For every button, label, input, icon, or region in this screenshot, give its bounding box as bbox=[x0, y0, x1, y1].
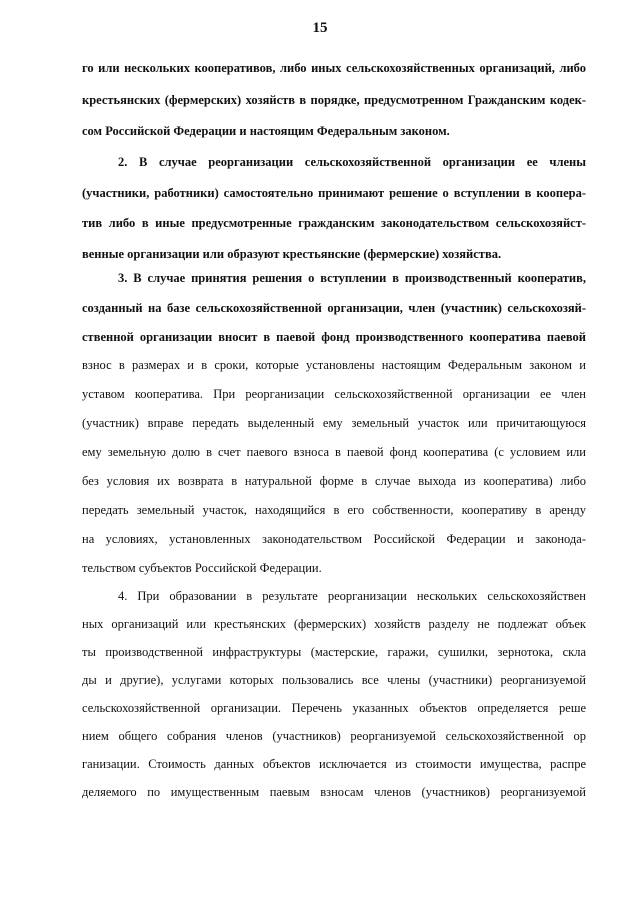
text-line: ственной организации вносит в паевой фонд производственного кооператива паевой bbox=[82, 330, 586, 344]
text-line: венные организации или образуют крестьянские (фермерские) хозяйства. bbox=[82, 247, 502, 261]
text-line: 3. В случае принятия решения о вступлении в производственный кооператив, bbox=[118, 271, 586, 285]
text-line: ты производственной инфраструктуры (мастерские, гаражи, сушилки, зернотока, скла bbox=[82, 645, 586, 659]
text-line: деляемого по имущественным паевым взносам членов (участников) реорганизуемой bbox=[82, 785, 586, 799]
text-line: ему земельную долю в счет паевого взноса в паевой фонд кооператива (с условием или bbox=[82, 445, 586, 459]
text-line: тельством субъектов Российской Федерации. bbox=[82, 561, 322, 575]
text-line: передать земельный участок, находящийся в его собственности, кооперативу в аренду bbox=[82, 503, 586, 517]
text-line: (участник) вправе передать выделенный ему земельный участок или причитающуюся bbox=[82, 416, 586, 430]
text-line: 2. В случае реорганизации сельскохозяйственной организации ее члены bbox=[118, 155, 586, 169]
text-line: (участники, работники) самостоятельно принимают решение о вступлении в коопера- bbox=[82, 186, 586, 200]
text-line: ганизации. Стоимость данных объектов исключается из стоимости имущества, распре bbox=[82, 757, 586, 771]
text-line: сельскохозяйственной организации. Перечень указанных объектов определяется реше bbox=[82, 701, 586, 715]
text-line: взнос в размерах и в сроки, которые установлены настоящим Федеральным законом и bbox=[82, 358, 586, 372]
text-line: без условия их возврата в натуральной форме в случае выхода из кооператива) либо bbox=[82, 474, 586, 488]
text-line: крестьянских (фермерских) хозяйств в порядке, предусмотренном Гражданским кодек- bbox=[82, 93, 586, 107]
text-line: нием общего собрания членов (участников) реорганизуемой сельскохозяйственной ор bbox=[82, 729, 586, 743]
text-line: уставом кооператива. При реорганизации сельскохозяйственной организации ее член bbox=[82, 387, 586, 401]
text-line: сом Российской Федерации и настоящим Федеральным законом. bbox=[82, 124, 450, 138]
page-number: 15 bbox=[312, 20, 328, 36]
text-line: созданный на базе сельскохозяйственной организации, член (участник) сельскохозяй- bbox=[82, 301, 586, 315]
text-line: 4. При образовании в результате реорганизации нескольких сельскохозяйствен bbox=[118, 589, 586, 603]
text-line: тив либо в иные предусмотренные гражданским законодательством сельскохозяйст- bbox=[82, 216, 586, 230]
text-line: на условиях, установленных законодательством Российской Федерации и законода- bbox=[82, 532, 586, 546]
text-line: ных организаций или крестьянских (фермерских) хозяйств разделу не подлежат объек bbox=[82, 617, 586, 631]
text-line: ды и другие), услугами которых пользовались все члены (участники) реорганизуемой bbox=[82, 673, 586, 687]
text-line: го или нескольких кооперативов, либо иных сельскохозяйственных организаций, либо bbox=[82, 61, 586, 75]
